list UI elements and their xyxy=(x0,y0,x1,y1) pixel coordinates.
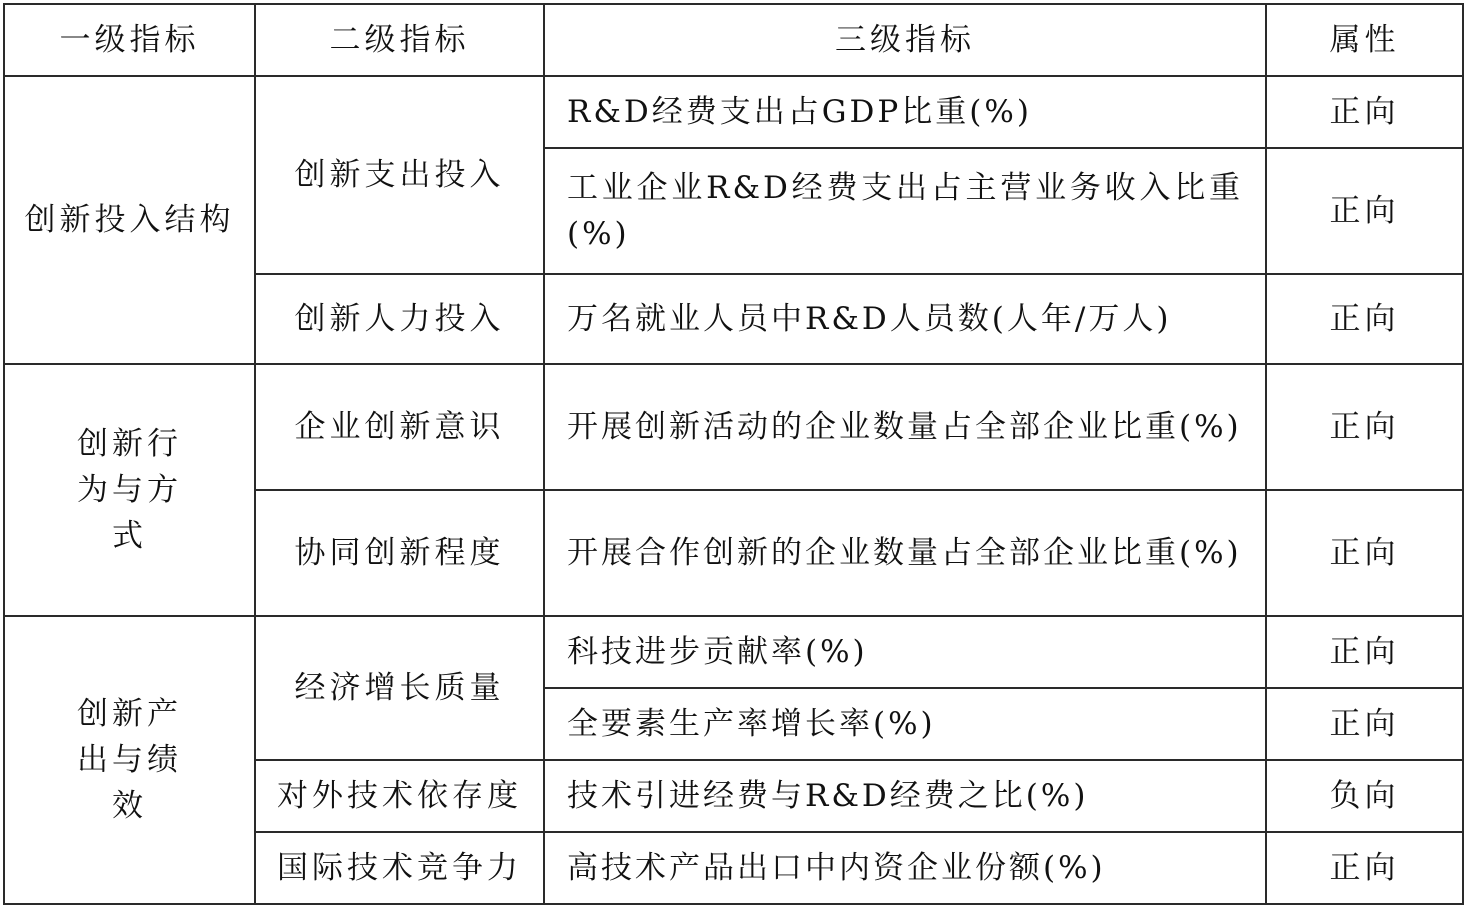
indicator-table-container xyxy=(3,3,1462,903)
level1-cell xyxy=(4,364,255,616)
level2-cell: 企业创新意识 xyxy=(255,364,544,490)
level1-cell xyxy=(4,616,255,904)
level3-cell: 工业企业R&D经费支出占主营业务收入比重(%) xyxy=(544,148,1266,274)
attribute-cell: 正向 xyxy=(1266,76,1463,148)
level3-cell: R&D经费支出占GDP比重(%) xyxy=(544,76,1266,148)
header-level2: 二级指标 xyxy=(255,4,544,76)
table-row xyxy=(4,364,1463,490)
level3-cell: 高技术产品出口中内资企业份额(%) xyxy=(544,832,1266,904)
level3-cell: 万名就业人员中R&D人员数(人年/万人) xyxy=(544,274,1266,364)
level2-cell: 国际技术竞争力 xyxy=(255,832,544,904)
level3-cell: 开展合作创新的企业数量占全部企业比重(%) xyxy=(544,490,1266,616)
attribute-cell: 正向 xyxy=(1266,616,1463,688)
level2-cell: 协同创新程度 xyxy=(255,490,544,616)
attribute-cell: 正向 xyxy=(1266,688,1463,760)
level3-cell: 科技进步贡献率(%) xyxy=(544,616,1266,688)
attribute-cell: 负向 xyxy=(1266,760,1463,832)
level2-cell: 对外技术依存度 xyxy=(255,760,544,832)
level3-cell: 技术引进经费与R&D经费之比(%) xyxy=(544,760,1266,832)
header-level3: 三级指标 xyxy=(544,4,1266,76)
attribute-cell: 正向 xyxy=(1266,148,1463,274)
level2-cell: 创新人力投入 xyxy=(255,274,544,364)
header-level1: 一级指标 xyxy=(4,4,255,76)
attribute-cell: 正向 xyxy=(1266,490,1463,616)
table-row xyxy=(4,616,1463,688)
level2-cell: 创新支出投入 xyxy=(255,76,544,274)
attribute-cell: 正向 xyxy=(1266,832,1463,904)
table-row xyxy=(4,76,1463,148)
level1-cell: 创新投入结构 xyxy=(4,76,255,364)
level2-cell: 经济增长质量 xyxy=(255,616,544,760)
level3-cell: 开展创新活动的企业数量占全部企业比重(%) xyxy=(544,364,1266,490)
header-attribute: 属性 xyxy=(1266,4,1463,76)
level1-text: 创新产出与绩效 xyxy=(77,696,182,824)
attribute-cell: 正向 xyxy=(1266,274,1463,364)
level1-text: 创新行为与方式 xyxy=(77,426,182,554)
header-row xyxy=(4,4,1463,76)
attribute-cell: 正向 xyxy=(1266,364,1463,490)
indicator-table xyxy=(3,3,1464,905)
level3-cell: 全要素生产率增长率(%) xyxy=(544,688,1266,760)
